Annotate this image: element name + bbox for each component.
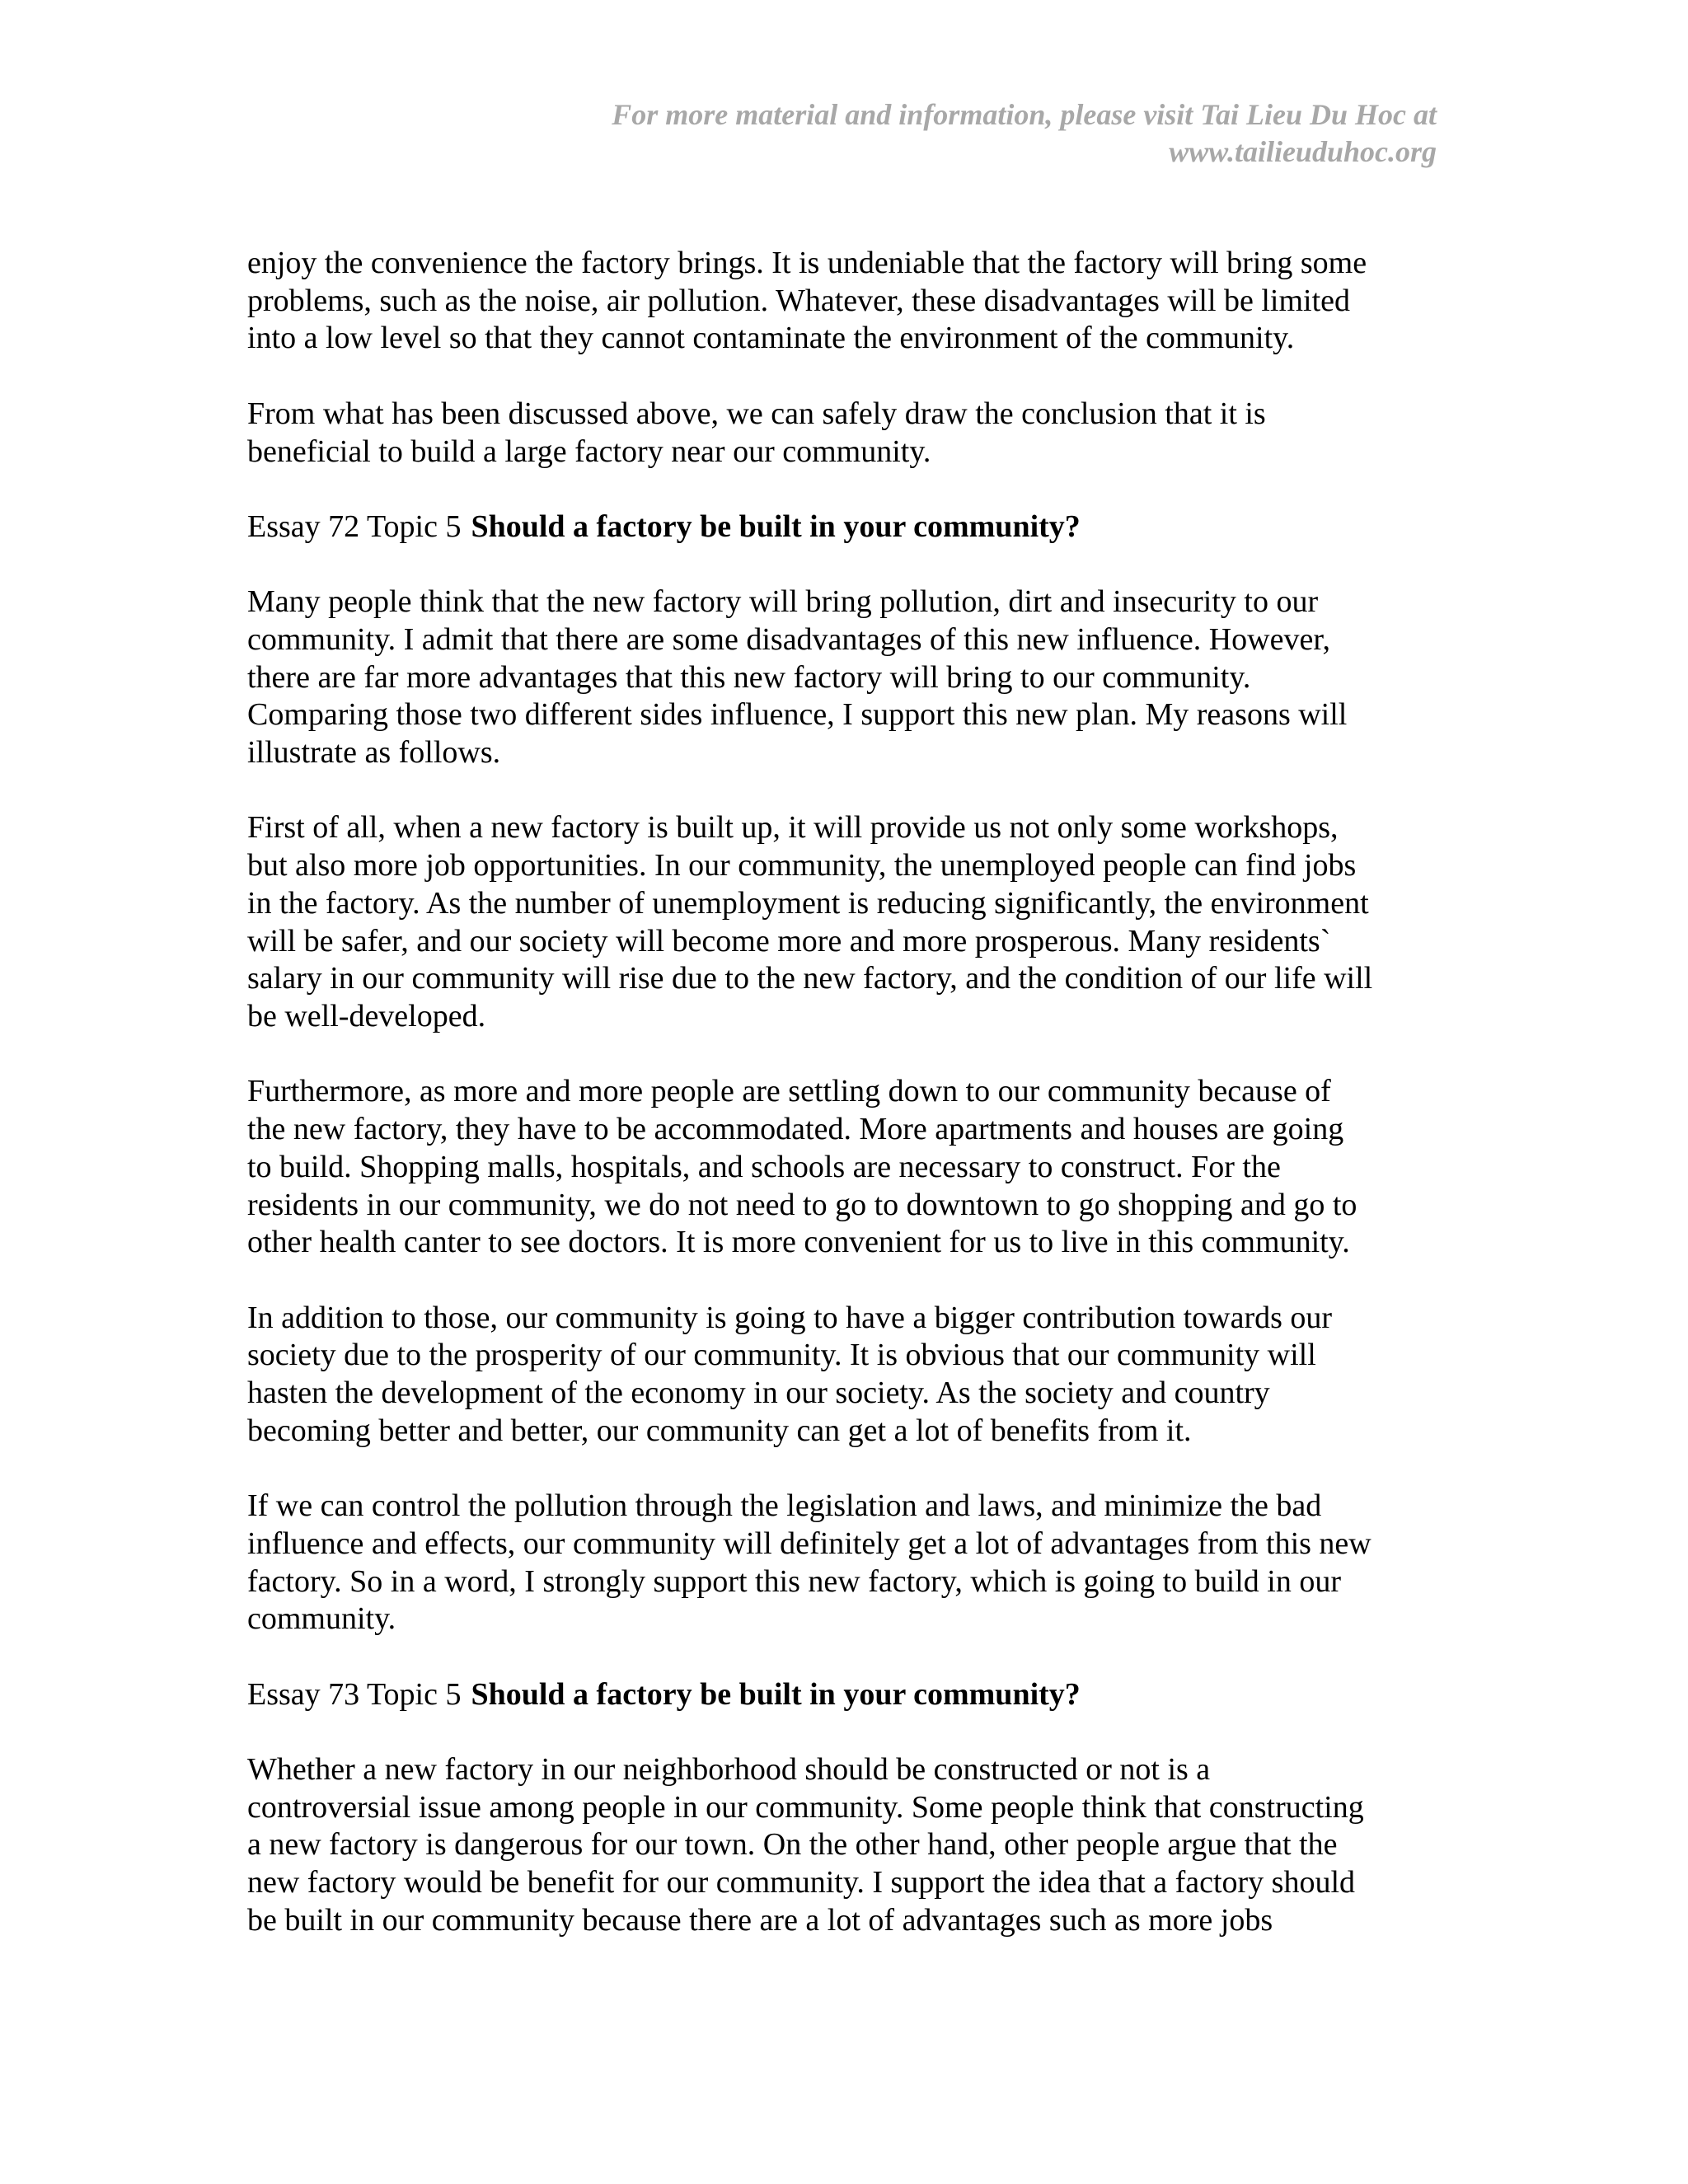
paragraph-line: will be safer, and our society will become more and more prosperous. Many residents` (247, 923, 1331, 958)
paragraph-line: residents in our community, we do not need to go to downtown to go shopping and go to (247, 1187, 1357, 1222)
paragraph-line: Furthermore, as more and more people are settling down to our community because of (247, 1074, 1331, 1109)
paragraph-line: there are far more advantages that this new factory will bring to our community. (247, 659, 1251, 695)
paragraph (247, 583, 1451, 772)
essay-label: Essay 73 Topic 5 (247, 1676, 462, 1712)
paragraph-line: be well-developed. (247, 999, 486, 1033)
paragraph (247, 1488, 1451, 1638)
paragraph-line: other health canter to see doctors. It is more convenient for us to live in this community. (247, 1225, 1350, 1260)
paragraph-line: In addition to those, our community is going to have a bigger contribution towards our (247, 1300, 1333, 1335)
paragraph-line: be built in our community because there are a lot of advantages such as more jobs (247, 1902, 1273, 1938)
paragraph-line: controversial issue among people in our community. Some people think that constructing (247, 1789, 1364, 1825)
paragraph-line: but also more job opportunities. In our community, the unemployed people can find jobs (247, 848, 1357, 883)
essay-heading (247, 1676, 1451, 1714)
paragraph (247, 245, 1451, 358)
paragraph-line: Whether a new factory in our neighborhood should be constructed or not is a (247, 1751, 1211, 1787)
paragraph-line: community. I admit that there are some disadvantages of this new influence. However, (247, 621, 1330, 657)
header-line-1: For more material and information, please visit Tai Lieu Du Hoc at (612, 98, 1437, 131)
paragraph-line: influence and effects, our community will definitely get a lot of advantages from this new (247, 1526, 1372, 1561)
essay-heading (247, 509, 1451, 546)
paragraph-line: If we can control the pollution through the legislation and laws, and minimize the bad (247, 1488, 1322, 1524)
paragraph-line: Comparing those two different sides influence, I support this new plan. My reasons will (247, 697, 1348, 733)
paragraph-line: From what has been discussed above, we can safely draw the conclusion that it is (247, 396, 1266, 431)
paragraph-line: the new factory, they have to be accommodated. More apartments and houses are going (247, 1112, 1344, 1147)
paragraph (247, 1300, 1451, 1451)
paragraph-line: beneficial to build a large factory near our community. (247, 434, 931, 469)
page-header (448, 96, 1437, 171)
paragraph-line: First of all, when a new factory is built up, it will provide us not only some workshops, (247, 810, 1339, 846)
paragraph-line: illustrate as follows. (247, 735, 501, 771)
paragraph-line: society due to the prosperity of our community. It is obvious that our community will (247, 1338, 1316, 1373)
paragraph-line: hasten the development of the economy in our society. As the society and country (247, 1376, 1270, 1410)
paragraph-line: to build. Shopping malls, hospitals, and schools are necessary to construct. For the (247, 1149, 1281, 1184)
essay-title: Should a factory be built in your community? (471, 1676, 1081, 1712)
essay-title: Should a factory be built in your community? (471, 509, 1081, 544)
header-line-2: www.tailieuduhoc.org (1169, 135, 1437, 168)
paragraph (247, 396, 1451, 471)
paragraph-line: new factory would be benefit for our community. I support the idea that a factory should (247, 1865, 1356, 1900)
document-body (247, 245, 1451, 1977)
paragraph (247, 1073, 1451, 1262)
paragraph-line: factory. So in a word, I strongly support this new factory, which is going to build in our (247, 1563, 1341, 1599)
paragraph-line: a new factory is dangerous for our town. On the other hand, other people argue that the (247, 1827, 1338, 1863)
paragraph-line: problems, such as the noise, air pollution. Whatever, these disadvantages will be limited (247, 283, 1351, 318)
paragraph-line: in the factory. As the number of unemployment is reducing significantly, the environment (247, 885, 1369, 921)
paragraph-line: into a low level so that they cannot contaminate the environment of the community. (247, 321, 1295, 356)
paragraph-line: community. (247, 1601, 396, 1637)
paragraph-line: Many people think that the new factory will bring pollution, dirt and insecurity to our (247, 584, 1319, 620)
paragraph (247, 809, 1451, 1035)
paragraph-line: becoming better and better, our community can get a lot of benefits from it. (247, 1413, 1192, 1448)
essay-label: Essay 72 Topic 5 (247, 509, 462, 544)
paragraph-line: salary in our community will rise due to the new factory, and the condition of our life will (247, 961, 1373, 996)
paragraph (247, 1751, 1451, 1940)
paragraph-line: enjoy the convenience the factory brings. It is undeniable that the factory will bring some (247, 246, 1367, 280)
